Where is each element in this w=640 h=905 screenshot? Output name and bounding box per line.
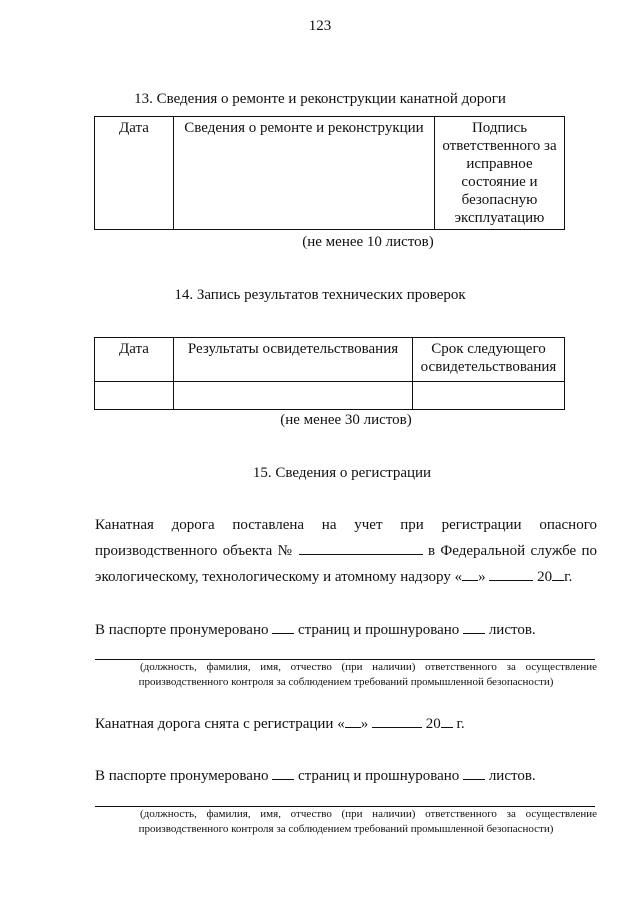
pages-count-field[interactable] [272,620,294,634]
month-field[interactable] [372,714,422,728]
signature-caption-2 [95,807,597,837]
dereg-text: 20 [425,716,441,732]
sheets-count-field[interactable] [463,620,485,634]
registration-paragraph [95,512,597,590]
registration-line-2 [95,538,597,564]
dereg-text: Канатная дорога снята с регистрации « [95,716,345,732]
registration-text: 20 [537,569,553,585]
dereg-text: » [360,716,369,732]
registration-text: в Федеральной службе по [428,543,598,559]
header-date: Дата [95,338,174,382]
dereg-text: г. [456,716,465,732]
pages-text: В паспорте пронумеровано [95,622,269,638]
pages-text: листов. [488,768,536,784]
section-13-note: (не менее 10 листов) [302,234,434,250]
pages-line-1 [95,617,597,643]
registration-line-1: Канатная дорога поставлена на учет при регистрации опасного [95,517,597,533]
registration-line-3 [95,564,597,590]
month-field[interactable] [489,567,533,581]
caption-text: производственного контроля за соблюдением требований промышленной безопасности) [138,823,554,835]
deregistration-line [95,711,597,737]
registration-text: производственного объекта № [95,543,294,559]
repair-table [94,116,565,230]
object-number-field[interactable] [299,541,423,555]
page-number: 123 [308,18,332,34]
caption-text: производственного контроля за соблюдением требований промышленной безопасности) [138,676,554,688]
inspection-table [94,337,565,410]
caption-text: (должность, фамилия, имя, отчество (при наличии) ответственного за осуществление [140,808,597,820]
section-15-title: 15. Сведения о регистрации [252,465,432,481]
table-cell [95,382,174,410]
year-field[interactable] [441,714,453,728]
pages-text: страниц и прошнуровано [297,768,460,784]
registration-text: экологическому, технологическому и атомному надзору « [95,569,463,585]
sheets-count-field[interactable] [463,766,485,780]
pages-count-field[interactable] [272,766,294,780]
table-row [95,382,565,410]
caption-text: (должность, фамилия, имя, отчество (при наличии) ответственного за осуществление [140,661,597,673]
day-field[interactable] [345,714,361,728]
section-14-note: (не менее 30 листов) [280,412,412,428]
header-repair-info: Сведения о ремонте и реконструкции [174,117,435,230]
table-cell [174,382,413,410]
pages-text: В паспорте пронумеровано [95,768,269,784]
header-signature: Подпись ответственного за исправное состояние и безопасную эксплуатацию [435,117,565,230]
table-row [95,338,565,382]
header-date: Дата [95,117,174,230]
registration-text: г. [564,569,573,585]
table-row [95,117,565,230]
header-next-date: Срок следующего освидетельствования [413,338,565,382]
table-cell [413,382,565,410]
registration-text: » [478,569,486,585]
section-13-title: 13. Сведения о ремонте и реконструкции канатной дороги [134,91,506,107]
signature-caption-1 [95,660,597,690]
year-field[interactable] [552,567,564,581]
day-field[interactable] [462,567,478,581]
pages-text: листов. [488,622,536,638]
pages-line-2 [95,763,597,789]
section-14-title: 14. Запись результатов технических проверок [174,287,466,303]
header-results: Результаты освидетельствования [174,338,413,382]
pages-text: страниц и прошнуровано [297,622,460,638]
